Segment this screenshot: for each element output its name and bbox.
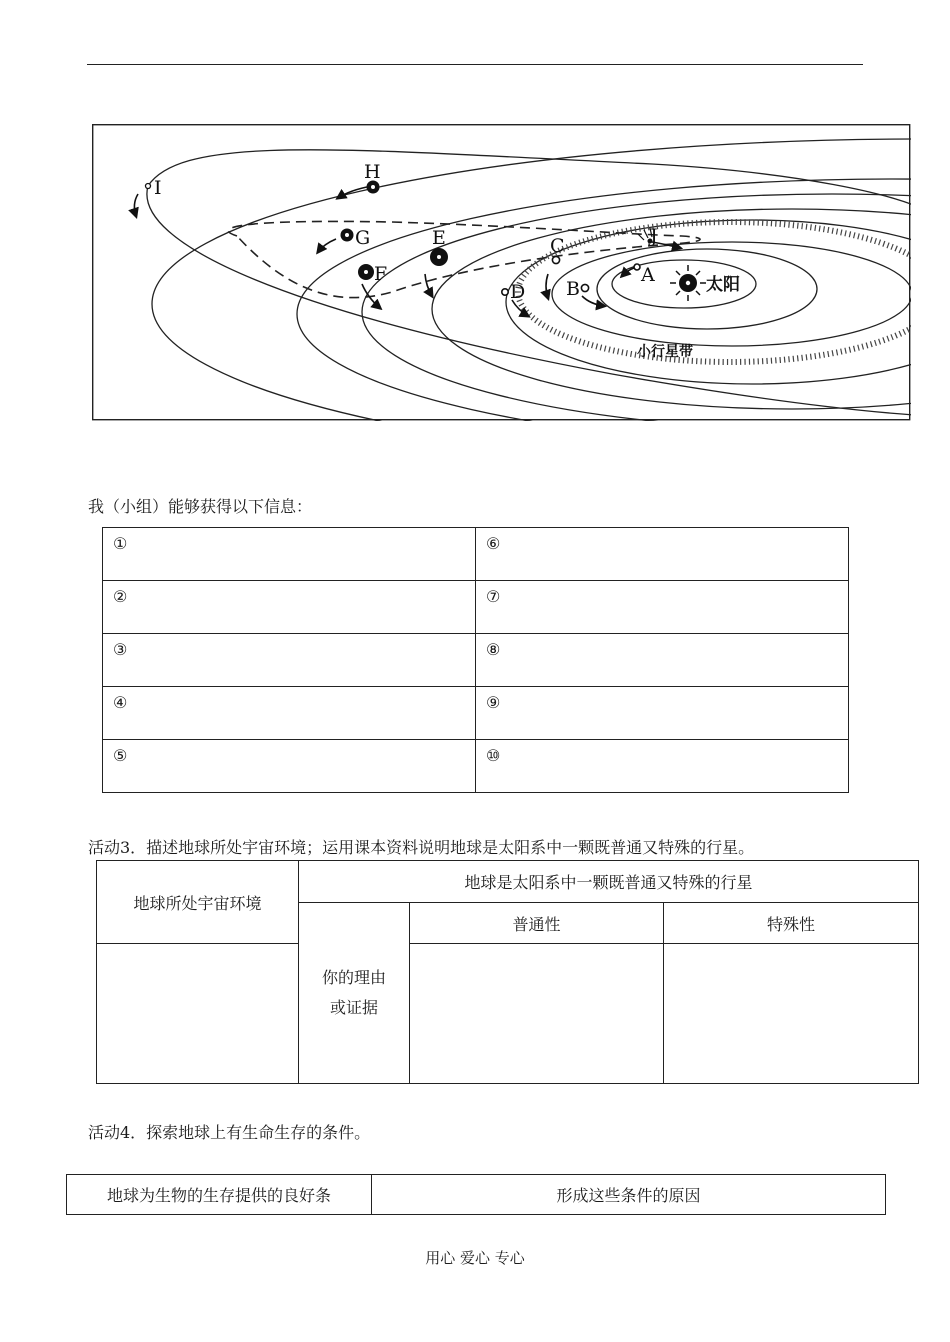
header-rule	[87, 64, 863, 65]
svg-text:D: D	[510, 281, 526, 303]
reason-cell	[299, 903, 410, 1084]
activity3-title: 活动3．描述地球所处宇宙环境；运用课本资料说明地球是太阳系中一颗既普通又特殊的行星。	[88, 838, 755, 857]
ordinary-header: 普通性	[410, 903, 664, 944]
conditions-header: 地球为生物的生存提供的良好条	[67, 1175, 372, 1215]
ordinary-answer-cell[interactable]	[410, 944, 664, 1084]
info-cell[interactable]: ⑤	[103, 740, 476, 793]
env-header: 地球所处宇宙环境	[97, 861, 299, 944]
activity4-table	[66, 1174, 886, 1215]
reason-label-line2: 或证据	[329, 998, 378, 1017]
special-header: 特殊性	[664, 903, 919, 944]
info-cell[interactable]: ⑩	[476, 740, 849, 793]
activity3-table	[96, 860, 919, 1084]
svg-text:F: F	[374, 263, 388, 285]
table-row	[103, 687, 849, 740]
table-row	[103, 581, 849, 634]
svg-text:A: A	[641, 264, 655, 286]
info-cell[interactable]: ④	[103, 687, 476, 740]
info-cell[interactable]: ⑨	[476, 687, 849, 740]
special-answer-cell[interactable]	[664, 944, 919, 1084]
page-footer: 用心 爱心 专心	[425, 1249, 525, 1267]
svg-text:C: C	[550, 235, 565, 257]
svg-text:J: J	[650, 225, 658, 247]
activity4-title: 活动4．探索地球上有生命生存的条件。	[88, 1123, 371, 1142]
svg-text:太阳: 太阳	[706, 275, 740, 295]
svg-text:B: B	[566, 278, 580, 300]
diagram-frame	[93, 125, 910, 420]
info-prompt: 我（小组）能够获得以下信息：	[88, 497, 313, 516]
info-cell[interactable]: ②	[103, 581, 476, 634]
info-cell[interactable]: ③	[103, 634, 476, 687]
env-answer-cell[interactable]	[97, 944, 299, 1084]
svg-text:E: E	[432, 227, 446, 249]
table-row	[103, 740, 849, 793]
svg-text:G: G	[355, 227, 371, 249]
info-cell[interactable]: ⑦	[476, 581, 849, 634]
planet-header: 地球是太阳系中一颗既普通又特殊的行星	[299, 861, 919, 903]
svg-text:小行星带: 小行星带	[637, 344, 693, 360]
table-row	[103, 528, 849, 581]
info-cell[interactable]: ⑧	[476, 634, 849, 687]
solar-system-diagram	[92, 124, 911, 421]
info-cell[interactable]: ①	[103, 528, 476, 581]
svg-text:I: I	[154, 177, 162, 199]
reason-label-line1: 你的理由	[321, 968, 386, 987]
svg-text:H: H	[364, 161, 381, 183]
info-table	[102, 527, 849, 793]
info-cell[interactable]: ⑥	[476, 528, 849, 581]
causes-header: 形成这些条件的原因	[372, 1175, 886, 1215]
table-row	[103, 634, 849, 687]
